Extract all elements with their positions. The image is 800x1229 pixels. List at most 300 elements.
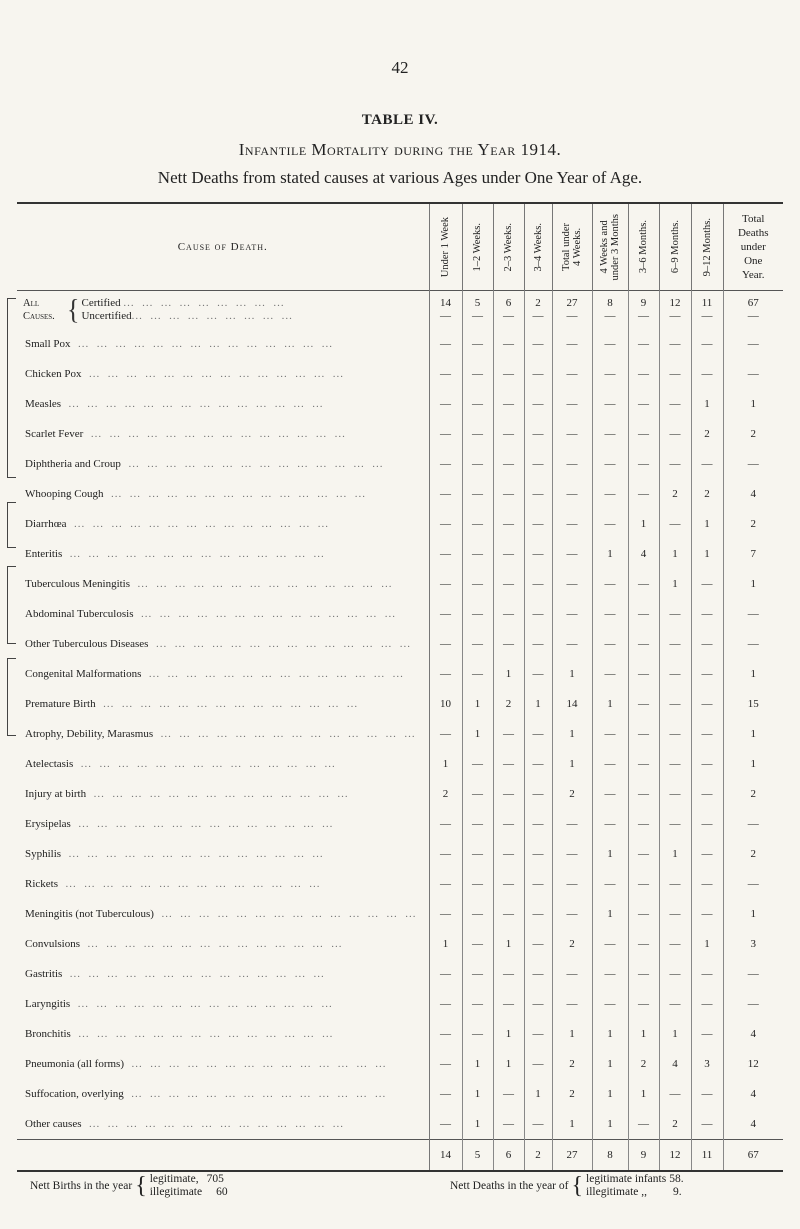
cell-value: 1	[493, 1049, 524, 1079]
cell-value: —	[592, 989, 628, 1019]
births-legit-value: 705	[206, 1173, 224, 1185]
cause-label: Measles	[25, 398, 62, 410]
group-bracket-tuberculous	[7, 566, 16, 644]
cell-value: —	[524, 899, 552, 929]
cell-value: 12	[747, 1058, 759, 1070]
cell-value: —	[462, 839, 493, 869]
total-value: 5	[462, 1140, 493, 1172]
cell-value: —	[524, 359, 552, 389]
cell-value: —	[429, 1019, 462, 1049]
cell-value: —	[747, 818, 759, 830]
cell-value: 1	[750, 908, 756, 920]
cell-value: —	[524, 329, 552, 359]
cell-value: —	[628, 599, 659, 629]
cell-value: 2	[691, 479, 723, 509]
cell-value: 3	[691, 1049, 723, 1079]
cell-value: —	[592, 659, 628, 689]
group-bracket-wasting	[7, 658, 16, 736]
cell-value: —	[628, 959, 659, 989]
cause-label: Congenital Malformations	[25, 668, 142, 680]
cell-value: —	[628, 479, 659, 509]
table-row: Convulsions ... ... ... ... ... ... ... ... ... ... ... ... ... ... 1 — 1 — 2 — — — 1 3	[17, 929, 783, 959]
cell-value: —	[429, 359, 462, 389]
cause-label: Gastritis	[25, 968, 63, 980]
cell-value: 4	[750, 1088, 756, 1100]
cause-label: Diarrhœa	[25, 518, 67, 530]
cell-value: —	[429, 959, 462, 989]
cell-value: —	[691, 689, 723, 719]
cell-value: —	[552, 869, 592, 899]
cell-value: 4	[750, 1028, 756, 1040]
cell-value: —	[691, 809, 723, 839]
cell-value: —	[429, 449, 462, 479]
cell-value: —	[628, 389, 659, 419]
cell-value: 1	[592, 1019, 628, 1049]
cell-value: —	[524, 1019, 552, 1049]
cell-value: —	[493, 719, 524, 749]
cell-value: —	[628, 659, 659, 689]
uncertified-value: —	[472, 310, 483, 322]
cell-value: 2	[750, 848, 756, 860]
table-body	[17, 291, 783, 1140]
cell-value: —	[659, 659, 691, 689]
table-label: TABLE IV.	[361, 112, 439, 128]
header-age: 1–2 Weeks.	[472, 222, 483, 272]
cell-value: —	[524, 419, 552, 449]
certified-value: 12	[669, 297, 681, 309]
cell-value: —	[493, 749, 524, 779]
total-value: 14	[429, 1140, 462, 1172]
cell-value: —	[524, 449, 552, 479]
cell-value: —	[628, 629, 659, 659]
deaths-label: Nett Deaths in the year of	[450, 1180, 569, 1192]
cell-value: 2	[493, 689, 524, 719]
cell-value: 4	[750, 1118, 756, 1130]
cell-value: —	[524, 1109, 552, 1140]
cell-value: —	[691, 869, 723, 899]
cell-value: —	[552, 449, 592, 479]
cell-value: —	[659, 509, 691, 539]
cause-label: Other Tuberculous Diseases	[25, 638, 149, 650]
cell-value: —	[691, 749, 723, 779]
cell-value: 1	[750, 758, 756, 770]
table-subtitle: Nett Deaths from stated causes at various Ages under One Year of Age.	[157, 168, 643, 187]
cell-value: —	[691, 1019, 723, 1049]
cell-value: —	[462, 809, 493, 839]
cell-value: —	[462, 1019, 493, 1049]
cell-value: —	[659, 599, 691, 629]
cell-value: —	[524, 779, 552, 809]
table-row: Rickets ... ... ... ... ... ... ... ... ... ... ... ... ... ... — — — — — — — — — —	[17, 869, 783, 899]
cell-value: —	[524, 509, 552, 539]
table-row: Erysipelas ... ... ... ... ... ... ... ... ... ... ... ... ... ... — — — — — — — — — —	[17, 809, 783, 839]
uncertified-value: —	[669, 310, 681, 322]
cell-value: —	[659, 749, 691, 779]
cell-value: —	[429, 389, 462, 419]
cell-value: 1	[552, 1109, 592, 1140]
cell-value: —	[552, 959, 592, 989]
births-legit-label: legitimate,	[149, 1173, 199, 1185]
cause-label: Whooping Cough	[25, 488, 104, 500]
table-row: Suffocation, overlying ... ... ... ... ... ... ... ... ... ... ... ... ... ... — 1 — 1 2 1 1 — — 4	[17, 1079, 783, 1109]
cell-value: —	[628, 719, 659, 749]
uncertified-value: —	[638, 310, 649, 322]
cell-value: 1	[462, 719, 493, 749]
cell-value: —	[524, 599, 552, 629]
cell-value: —	[552, 479, 592, 509]
total-value: 11	[691, 1140, 723, 1172]
cell-value: —	[747, 968, 759, 980]
cell-value: —	[524, 569, 552, 599]
cell-value: —	[628, 809, 659, 839]
cell-value: —	[592, 479, 628, 509]
cell-value: 1	[493, 929, 524, 959]
cause-label: Premature Birth	[25, 698, 96, 710]
cell-value: —	[493, 359, 524, 389]
cell-value: 1	[552, 659, 592, 689]
cell-value: —	[592, 719, 628, 749]
cell-value: —	[429, 329, 462, 359]
cell-value: —	[592, 749, 628, 779]
total-value: 9	[628, 1140, 659, 1172]
cell-value: 2	[552, 1079, 592, 1109]
cell-value: —	[592, 959, 628, 989]
cell-value: —	[592, 599, 628, 629]
cause-label: Erysipelas	[25, 818, 71, 830]
cell-value: —	[462, 929, 493, 959]
total-value: 67	[723, 1140, 783, 1172]
cell-value: 1	[659, 1019, 691, 1049]
certified-label: Certified	[81, 297, 121, 309]
cell-value: —	[429, 599, 462, 629]
cell-value: —	[462, 899, 493, 929]
cell-value: —	[592, 809, 628, 839]
cause-label: Abdominal Tuberculosis	[25, 608, 134, 620]
cell-value: —	[691, 1079, 723, 1109]
total-value: 2	[524, 1140, 552, 1172]
uncertified-value: —	[747, 310, 759, 322]
all-causes-row: All Causes. { Certified ... ... ... ... ... ... ... ... ... Uncertified... ... ... ... ... ... ... ... ... 14 — 5 — 6 — 2 — 27 — 8 — 9 — 12 — 11 — 67 —	[17, 291, 783, 330]
certified-value: 11	[701, 297, 713, 309]
cell-value: 1	[750, 728, 756, 740]
table-row: Other causes ... ... ... ... ... ... ... ... ... ... ... ... ... ... — 1 — — 1 1 — 2 — 4	[17, 1109, 783, 1140]
cell-value: 1	[691, 389, 723, 419]
cell-value: 1	[592, 689, 628, 719]
cell-value: —	[659, 329, 691, 359]
cell-value: —	[659, 719, 691, 749]
certified-value: 8	[607, 297, 613, 309]
births-label: Nett Births in the year	[30, 1180, 133, 1192]
header-row	[17, 203, 783, 291]
group-bracket-infectious	[7, 298, 16, 478]
cell-value: —	[628, 329, 659, 359]
deaths-illegit-label: illegitimate ,,	[586, 1186, 648, 1198]
cell-value: —	[659, 809, 691, 839]
cause-label: Bronchitis	[25, 1028, 71, 1040]
cell-value: —	[659, 929, 691, 959]
cell-value: —	[552, 359, 592, 389]
cause-label: Syphilis	[25, 848, 62, 860]
table-row: Meningitis (not Tuberculous) ... ... ... ... ... ... ... ... ... ... ... ... ... ... — — — — — 1 — — — 1	[17, 899, 783, 929]
cell-value: 2	[659, 479, 691, 509]
cause-label: Chicken Pox	[25, 368, 82, 380]
cell-value: —	[429, 479, 462, 509]
cause-label: Suffocation, overlying	[25, 1088, 124, 1100]
cell-value: —	[493, 809, 524, 839]
table-row: Abdominal Tuberculosis ... ... ... ... ... ... ... ... ... ... ... ... ... ... — — — — — — — — — —	[17, 599, 783, 629]
cell-value: —	[659, 1079, 691, 1109]
cell-value: —	[552, 389, 592, 419]
mortality-table-wrapper	[17, 202, 783, 1172]
total-value: 27	[552, 1140, 592, 1172]
cell-value: —	[628, 419, 659, 449]
table-row: Chicken Pox ... ... ... ... ... ... ... ... ... ... ... ... ... ... — — — — — — — — — —	[17, 359, 783, 389]
cell-value: —	[628, 869, 659, 899]
cell-value: —	[691, 629, 723, 659]
cell-value: —	[659, 689, 691, 719]
cell-value: —	[493, 539, 524, 569]
header-age: Total under 4 Weeks.	[561, 223, 583, 271]
cell-value: —	[592, 509, 628, 539]
brace-glyph: {	[135, 1173, 147, 1199]
cell-value: —	[429, 659, 462, 689]
deaths-summary	[450, 1173, 684, 1199]
cell-value: —	[462, 659, 493, 689]
cell-value: 10	[429, 689, 462, 719]
cell-value: —	[429, 629, 462, 659]
cell-value: 1	[592, 899, 628, 929]
cell-value: —	[493, 899, 524, 929]
certified-value: 27	[566, 297, 578, 309]
cell-value: —	[524, 869, 552, 899]
cell-value: —	[659, 359, 691, 389]
all-causes-label: All Causes.	[23, 298, 55, 322]
table-row: Congenital Malformations ... ... ... ... ... ... ... ... ... ... ... ... ... ... — — 1 — 1 — — — — 1	[17, 659, 783, 689]
cell-value: —	[552, 599, 592, 629]
cell-value: —	[628, 749, 659, 779]
cell-value: —	[493, 599, 524, 629]
table-row: Premature Birth ... ... ... ... ... ... ... ... ... ... ... ... ... ... 10 1 2 1 14 1 — — — 15	[17, 689, 783, 719]
cell-value: —	[429, 509, 462, 539]
cause-label: Scarlet Fever	[25, 428, 84, 440]
table-row: Diarrhœa ... ... ... ... ... ... ... ... ... ... ... ... ... ... — — — — — — 1 — 1 2	[17, 509, 783, 539]
cell-value: —	[462, 329, 493, 359]
cause-label: Meningitis (not Tuberculous)	[25, 908, 154, 920]
cell-value: —	[429, 569, 462, 599]
cell-value: —	[747, 608, 759, 620]
cell-value: —	[462, 509, 493, 539]
cell-value: —	[462, 749, 493, 779]
cell-value: —	[691, 839, 723, 869]
cell-value: —	[462, 389, 493, 419]
cell-value: 1	[462, 1049, 493, 1079]
cell-value: —	[747, 338, 759, 350]
cell-value: —	[524, 839, 552, 869]
cell-value: —	[592, 569, 628, 599]
cell-value: —	[429, 419, 462, 449]
cell-value: —	[691, 329, 723, 359]
cell-value: —	[552, 629, 592, 659]
cell-value: —	[691, 449, 723, 479]
cell-value: 1	[462, 1109, 493, 1140]
cell-value: 1	[691, 509, 723, 539]
cell-value: —	[659, 389, 691, 419]
cell-value: —	[524, 929, 552, 959]
table-row: Atelectasis ... ... ... ... ... ... ... ... ... ... ... ... ... ... 1 — — — 1 — — — — 1	[17, 749, 783, 779]
cell-value: —	[592, 329, 628, 359]
header-age: 3–4 Weeks.	[532, 222, 544, 272]
table-row: Syphilis ... ... ... ... ... ... ... ... ... ... ... ... ... ... — — — — — 1 — 1 — 2	[17, 839, 783, 869]
table-row: Small Pox ... ... ... ... ... ... ... ... ... ... ... ... ... ... — — — — — — — — — —	[17, 329, 783, 359]
header-age: 4 Weeks and under 3 Months	[599, 213, 621, 281]
cell-value: 1	[628, 509, 659, 539]
table-row: Whooping Cough ... ... ... ... ... ... ... ... ... ... ... ... ... ... — — — — — — — 2 2 4	[17, 479, 783, 509]
deaths-legit-label: legitimate infants	[586, 1173, 667, 1185]
cell-value: 1	[750, 398, 756, 410]
cell-value: —	[592, 779, 628, 809]
births-summary	[30, 1173, 228, 1199]
cell-value: 1	[750, 578, 756, 590]
cell-value: —	[552, 509, 592, 539]
cause-label: Rickets	[25, 878, 58, 890]
cell-value: 14	[552, 689, 592, 719]
cause-label: Pneumonia (all forms)	[25, 1058, 124, 1070]
cell-value: —	[659, 449, 691, 479]
cell-value: 2	[552, 779, 592, 809]
cell-value: —	[462, 359, 493, 389]
cell-value: —	[592, 869, 628, 899]
cell-value: —	[429, 719, 462, 749]
cell-value: —	[462, 479, 493, 509]
header-age: 9–12 Months.	[701, 217, 713, 277]
cell-value: 1	[592, 1079, 628, 1109]
cell-value: 2	[552, 1049, 592, 1079]
cell-value: 1	[659, 539, 691, 569]
table-row: Enteritis ... ... ... ... ... ... ... ... ... ... ... ... ... ... — — — — — 1 4 1 1 7	[17, 539, 783, 569]
cell-value: —	[592, 389, 628, 419]
cell-value: 1	[429, 749, 462, 779]
uncertified-value: —	[532, 310, 544, 322]
cell-value: —	[691, 779, 723, 809]
uncertified-label: Uncertified	[81, 310, 132, 322]
cell-value: —	[747, 458, 759, 470]
uncertified-value: —	[566, 310, 578, 322]
table-row: Bronchitis ... ... ... ... ... ... ... ... ... ... ... ... ... ... — — 1 — 1 1 1 1 — 4	[17, 1019, 783, 1049]
cell-value: —	[524, 719, 552, 749]
table-row: Pneumonia (all forms) ... ... ... ... ... ... ... ... ... ... ... ... ... ... — 1 1 — 2 1 2 4 3 12	[17, 1049, 783, 1079]
cell-value: —	[628, 359, 659, 389]
cell-value: —	[747, 368, 759, 380]
table-row: Atrophy, Debility, Marasmus ... ... ... ... ... ... ... ... ... ... ... ... ... ... — 1 — — 1 — — — — 1	[17, 719, 783, 749]
cell-value: —	[462, 569, 493, 599]
cell-value: —	[691, 659, 723, 689]
cell-value: —	[493, 509, 524, 539]
cell-value: —	[493, 1109, 524, 1140]
cell-value: —	[493, 989, 524, 1019]
cell-value: —	[462, 449, 493, 479]
cell-value: 7	[750, 548, 756, 560]
total-value: 12	[659, 1140, 691, 1172]
cell-value: 1	[429, 929, 462, 959]
table-row: Other Tuberculous Diseases ... ... ... ... ... ... ... ... ... ... ... ... ... ... — — — — — — — — — —	[17, 629, 783, 659]
uncertified-value: —	[604, 310, 616, 322]
cause-label: Small Pox	[25, 338, 71, 350]
cell-value: 2	[628, 1049, 659, 1079]
cell-value: —	[552, 539, 592, 569]
cell-value: —	[659, 779, 691, 809]
cell-value: —	[691, 899, 723, 929]
cell-value: 2	[659, 1109, 691, 1140]
cell-value: —	[462, 869, 493, 899]
certified-value: 5	[474, 297, 481, 309]
cell-value: 3	[750, 938, 756, 950]
cause-label: Enteritis	[25, 548, 63, 560]
cell-value: —	[628, 449, 659, 479]
cell-value: —	[524, 749, 552, 779]
births-illegit-label: illegitimate	[149, 1186, 203, 1198]
cell-value: 2	[552, 929, 592, 959]
cell-value: —	[691, 599, 723, 629]
cell-value: 1	[691, 929, 723, 959]
cell-value: —	[628, 779, 659, 809]
cell-value: —	[691, 719, 723, 749]
cell-value: —	[552, 419, 592, 449]
cell-value: 1	[659, 839, 691, 869]
cell-value: —	[552, 809, 592, 839]
cell-value: —	[493, 389, 524, 419]
cell-value: —	[462, 629, 493, 659]
cell-value: —	[691, 569, 723, 599]
cell-value: 1	[592, 1049, 628, 1079]
cell-value: —	[493, 479, 524, 509]
cell-value: —	[552, 899, 592, 929]
cell-value: 4	[659, 1049, 691, 1079]
certified-value: 2	[535, 297, 541, 309]
table-row: Gastritis ... ... ... ... ... ... ... ... ... ... ... ... ... ... — — — — — — — — — —	[17, 959, 783, 989]
cell-value: —	[493, 1079, 524, 1109]
cell-value: —	[493, 869, 524, 899]
cause-label: Other causes	[25, 1118, 82, 1130]
cell-value: 2	[750, 788, 756, 800]
cell-value: —	[592, 449, 628, 479]
table-row: Laryngitis ... ... ... ... ... ... ... ... ... ... ... ... ... ... — — — — — — — — — —	[17, 989, 783, 1019]
total-value: 8	[592, 1140, 628, 1172]
deaths-legit-value: 58.	[669, 1173, 684, 1185]
cell-value: 1	[552, 719, 592, 749]
certified-value: 6	[505, 297, 512, 309]
cell-value: 2	[750, 428, 756, 440]
cell-value: 1	[552, 749, 592, 779]
cell-value: 1	[592, 539, 628, 569]
cell-value: —	[429, 1079, 462, 1109]
page-number: 42	[391, 58, 409, 77]
cell-value: —	[429, 869, 462, 899]
header-cause: Cause of Death.	[17, 203, 429, 291]
cell-value: 1	[462, 1079, 493, 1109]
cell-value: 1	[524, 1079, 552, 1109]
deaths-illegit-value: 9.	[673, 1186, 682, 1198]
cell-value: —	[429, 1049, 462, 1079]
cell-value: —	[592, 419, 628, 449]
cell-value: —	[552, 569, 592, 599]
cell-value: 1	[691, 539, 723, 569]
cell-value: —	[429, 809, 462, 839]
cell-value: —	[552, 329, 592, 359]
brace-glyph: {	[67, 293, 80, 326]
header-age: 3–6 Months.	[638, 220, 649, 274]
table-row: Diphtheria and Croup ... ... ... ... ... ... ... ... ... ... ... ... ... ... — — — — — — — — — —	[17, 449, 783, 479]
cell-value: —	[524, 389, 552, 419]
